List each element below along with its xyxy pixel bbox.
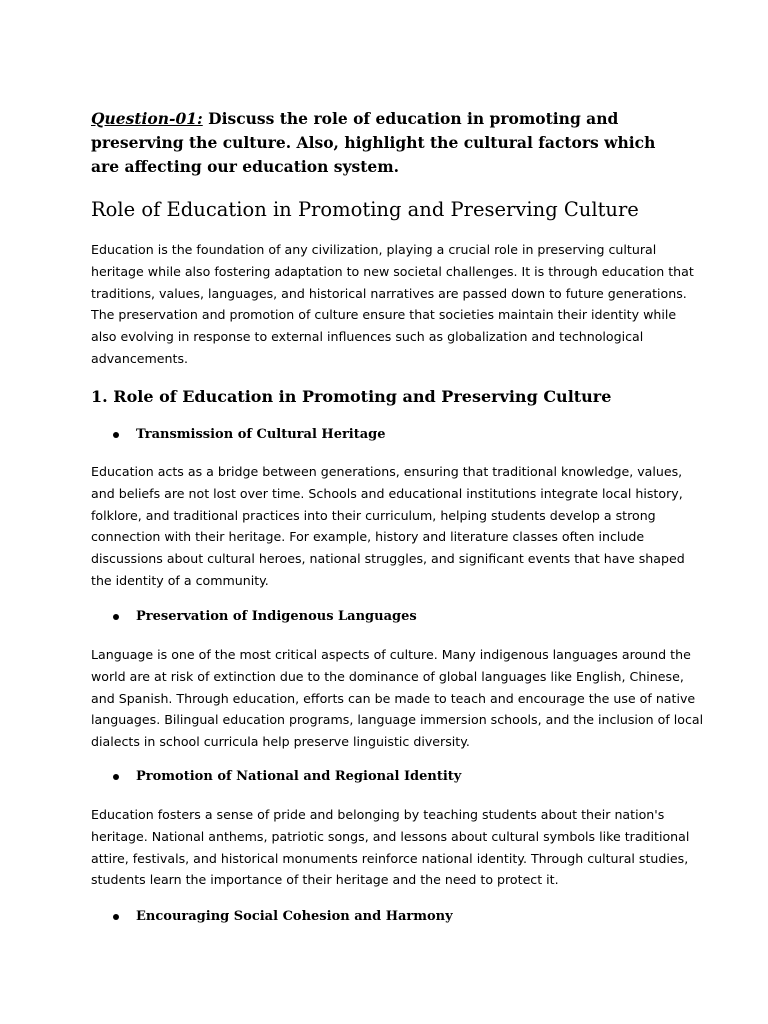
paragraph-line: students learn the importance of their heritage and the need to protect it. [91, 872, 559, 888]
bullet-label: Transmission of Cultural Heritage [136, 427, 386, 442]
bullet-label: Preservation of Indigenous Languages [136, 609, 417, 624]
question-label: Question-01: [91, 109, 203, 128]
paragraph-line: and beliefs are not lost over time. Schools and educational institutions integrate local history, [91, 485, 683, 501]
bullet-icon [113, 614, 119, 620]
intro-line: traditions, values, languages, and historical narratives are passed down to future generations. [91, 285, 687, 301]
question-prompt [91, 107, 681, 179]
document-title: Role of Education in Promoting and Preserving Culture [91, 198, 639, 221]
bullet-paragraph [91, 644, 704, 753]
paragraph-line: folklore, and traditional practices into their curriculum, helping students develop a strong [91, 507, 656, 523]
bullet-icon [113, 432, 119, 438]
intro-paragraph [91, 239, 694, 370]
intro-line: also evolving in response to external influences such as globalization and technological [91, 329, 644, 345]
bullet-item [113, 425, 386, 445]
bullet-item [113, 907, 453, 927]
paragraph-line: Language is one of the most critical aspects of culture. Many indigenous languages around the [91, 647, 691, 662]
intro-line: The preservation and promotion of culture ensure that societies maintain their identity while [91, 307, 677, 323]
section-heading: 1. Role of Education in Promoting and Preserving Culture [91, 387, 612, 406]
paragraph-line: Education acts as a bridge between generations, ensuring that traditional knowledge, values, [91, 464, 683, 479]
bullet-label: Promotion of National and Regional Identity [136, 769, 462, 784]
intro-line: Education is the foundation of any civilization, playing a crucial role in preserving cultural [91, 242, 657, 257]
bullet-item [113, 767, 461, 787]
bullet-item [113, 607, 417, 627]
paragraph-line: the identity of a community. [91, 572, 269, 588]
intro-line: heritage while also fostering adaptation to new societal challenges. It is through education that [91, 263, 694, 279]
bullet-paragraph [91, 461, 685, 592]
paragraph-line: discussions about cultural heroes, national struggles, and significant events that have shaped [91, 551, 685, 567]
paragraph-line: Education fosters a sense of pride and belonging by teaching students about their nation's [91, 807, 665, 822]
bullet-label: Encouraging Social Cohesion and Harmony [136, 909, 453, 924]
paragraph-line: and Spanish. Through education, efforts can be made to teach and encourage the use of native [91, 690, 696, 706]
bullet-icon [113, 914, 119, 920]
bullet-paragraph [91, 804, 690, 891]
paragraph-line: languages. Bilingual education programs, language immersion schools, and the inclusion of local [91, 712, 704, 728]
paragraph-line: connection with their heritage. For example, history and literature classes often include [91, 529, 645, 545]
paragraph-line: world are at risk of extinction due to the dominance of global languages like English, Chinese, [91, 668, 684, 684]
paragraph-line: dialects in school curricula help preserve linguistic diversity. [91, 734, 470, 750]
paragraph-line: attire, festivals, and historical monuments reinforce national identity. Through cultural studies, [91, 850, 689, 866]
paragraph-line: heritage. National anthems, patriotic songs, and lessons about cultural symbols like traditional [91, 828, 690, 844]
intro-line: advancements. [91, 350, 189, 366]
question-text: Discuss the role of education in promoting and preserving the culture. Also, highlight the cultural factors which are affecting our education system. [91, 109, 656, 176]
bullet-icon [113, 774, 119, 780]
